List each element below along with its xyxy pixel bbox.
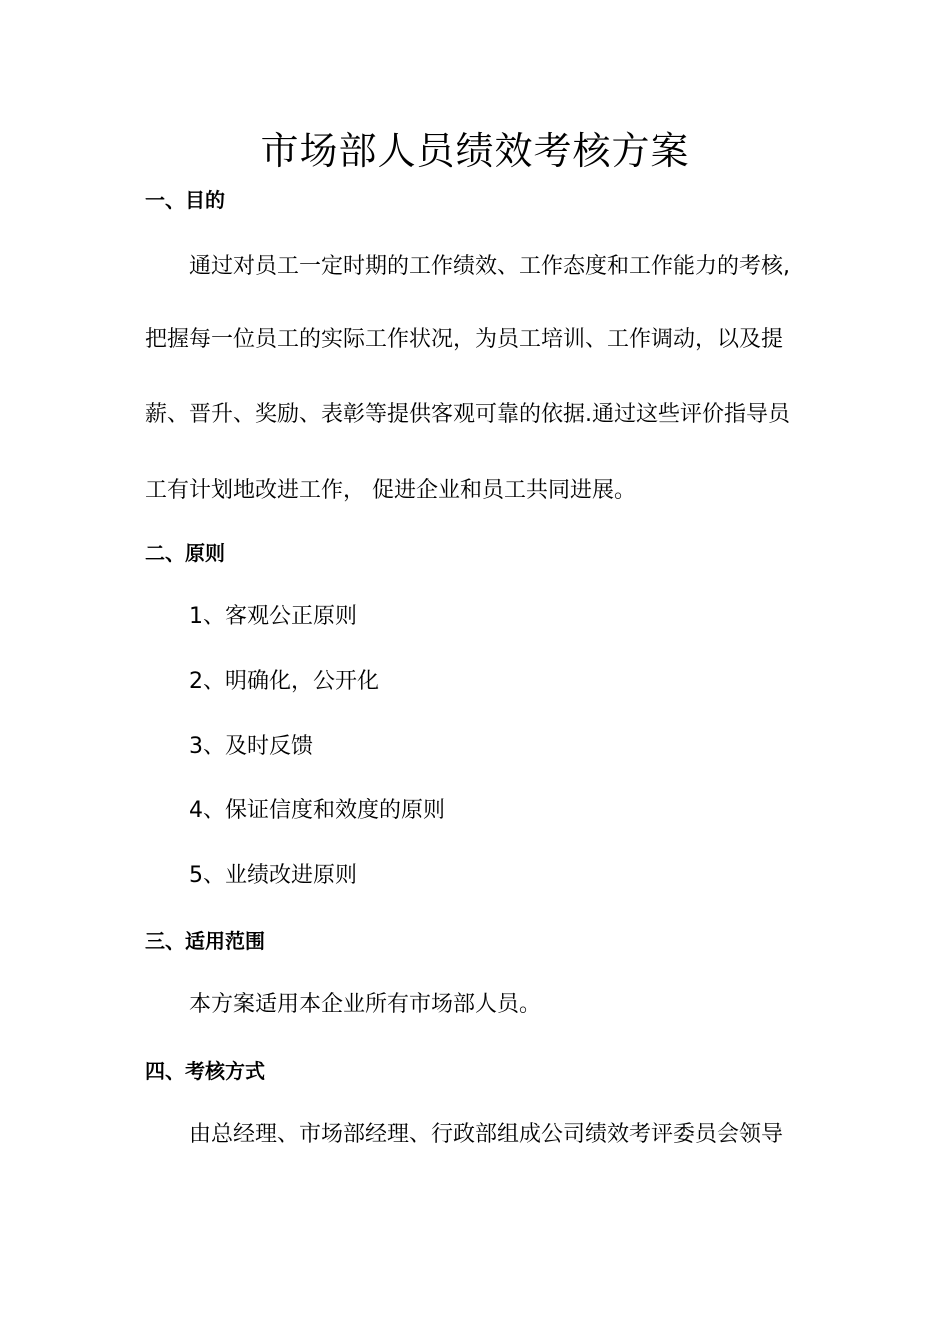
section-heading-principles: 二、原则 — [145, 541, 225, 565]
paragraph-line: 本方案适用本企业所有市场部人员。 — [189, 992, 542, 1017]
list-item: 1、客观公正原则 — [189, 604, 357, 629]
section-heading-method: 四、考核方式 — [145, 1059, 265, 1083]
section-heading-scope: 三、适用范围 — [145, 929, 265, 953]
paragraph-line: 工有计划地改进工作， 促进企业和员工共同进展。 — [145, 478, 636, 503]
list-item: 4、保证信度和效度的原则 — [189, 798, 445, 823]
list-item: 5、业绩改进原则 — [189, 863, 357, 888]
paragraph-line: 把握每一位员工的实际工作状况，为员工培训、工作调动，以及提 — [145, 327, 784, 352]
paragraph-line: 由总经理、市场部经理、行政部组成公司绩效考评委员会领导 — [189, 1122, 784, 1147]
page-title: 市场部人员绩效考核方案 — [260, 129, 690, 173]
section-heading-purpose: 一、目的 — [145, 188, 225, 212]
paragraph-line: 通过对员工一定时期的工作绩效、工作态度和工作能力的考核, — [189, 254, 790, 279]
list-item: 3、及时反馈 — [189, 734, 313, 759]
paragraph-line: 薪、晋升、奖励、表彰等提供客观可靠的依据.通过这些评价指导员 — [145, 402, 790, 427]
list-item: 2、明确化，公开化 — [189, 669, 379, 694]
